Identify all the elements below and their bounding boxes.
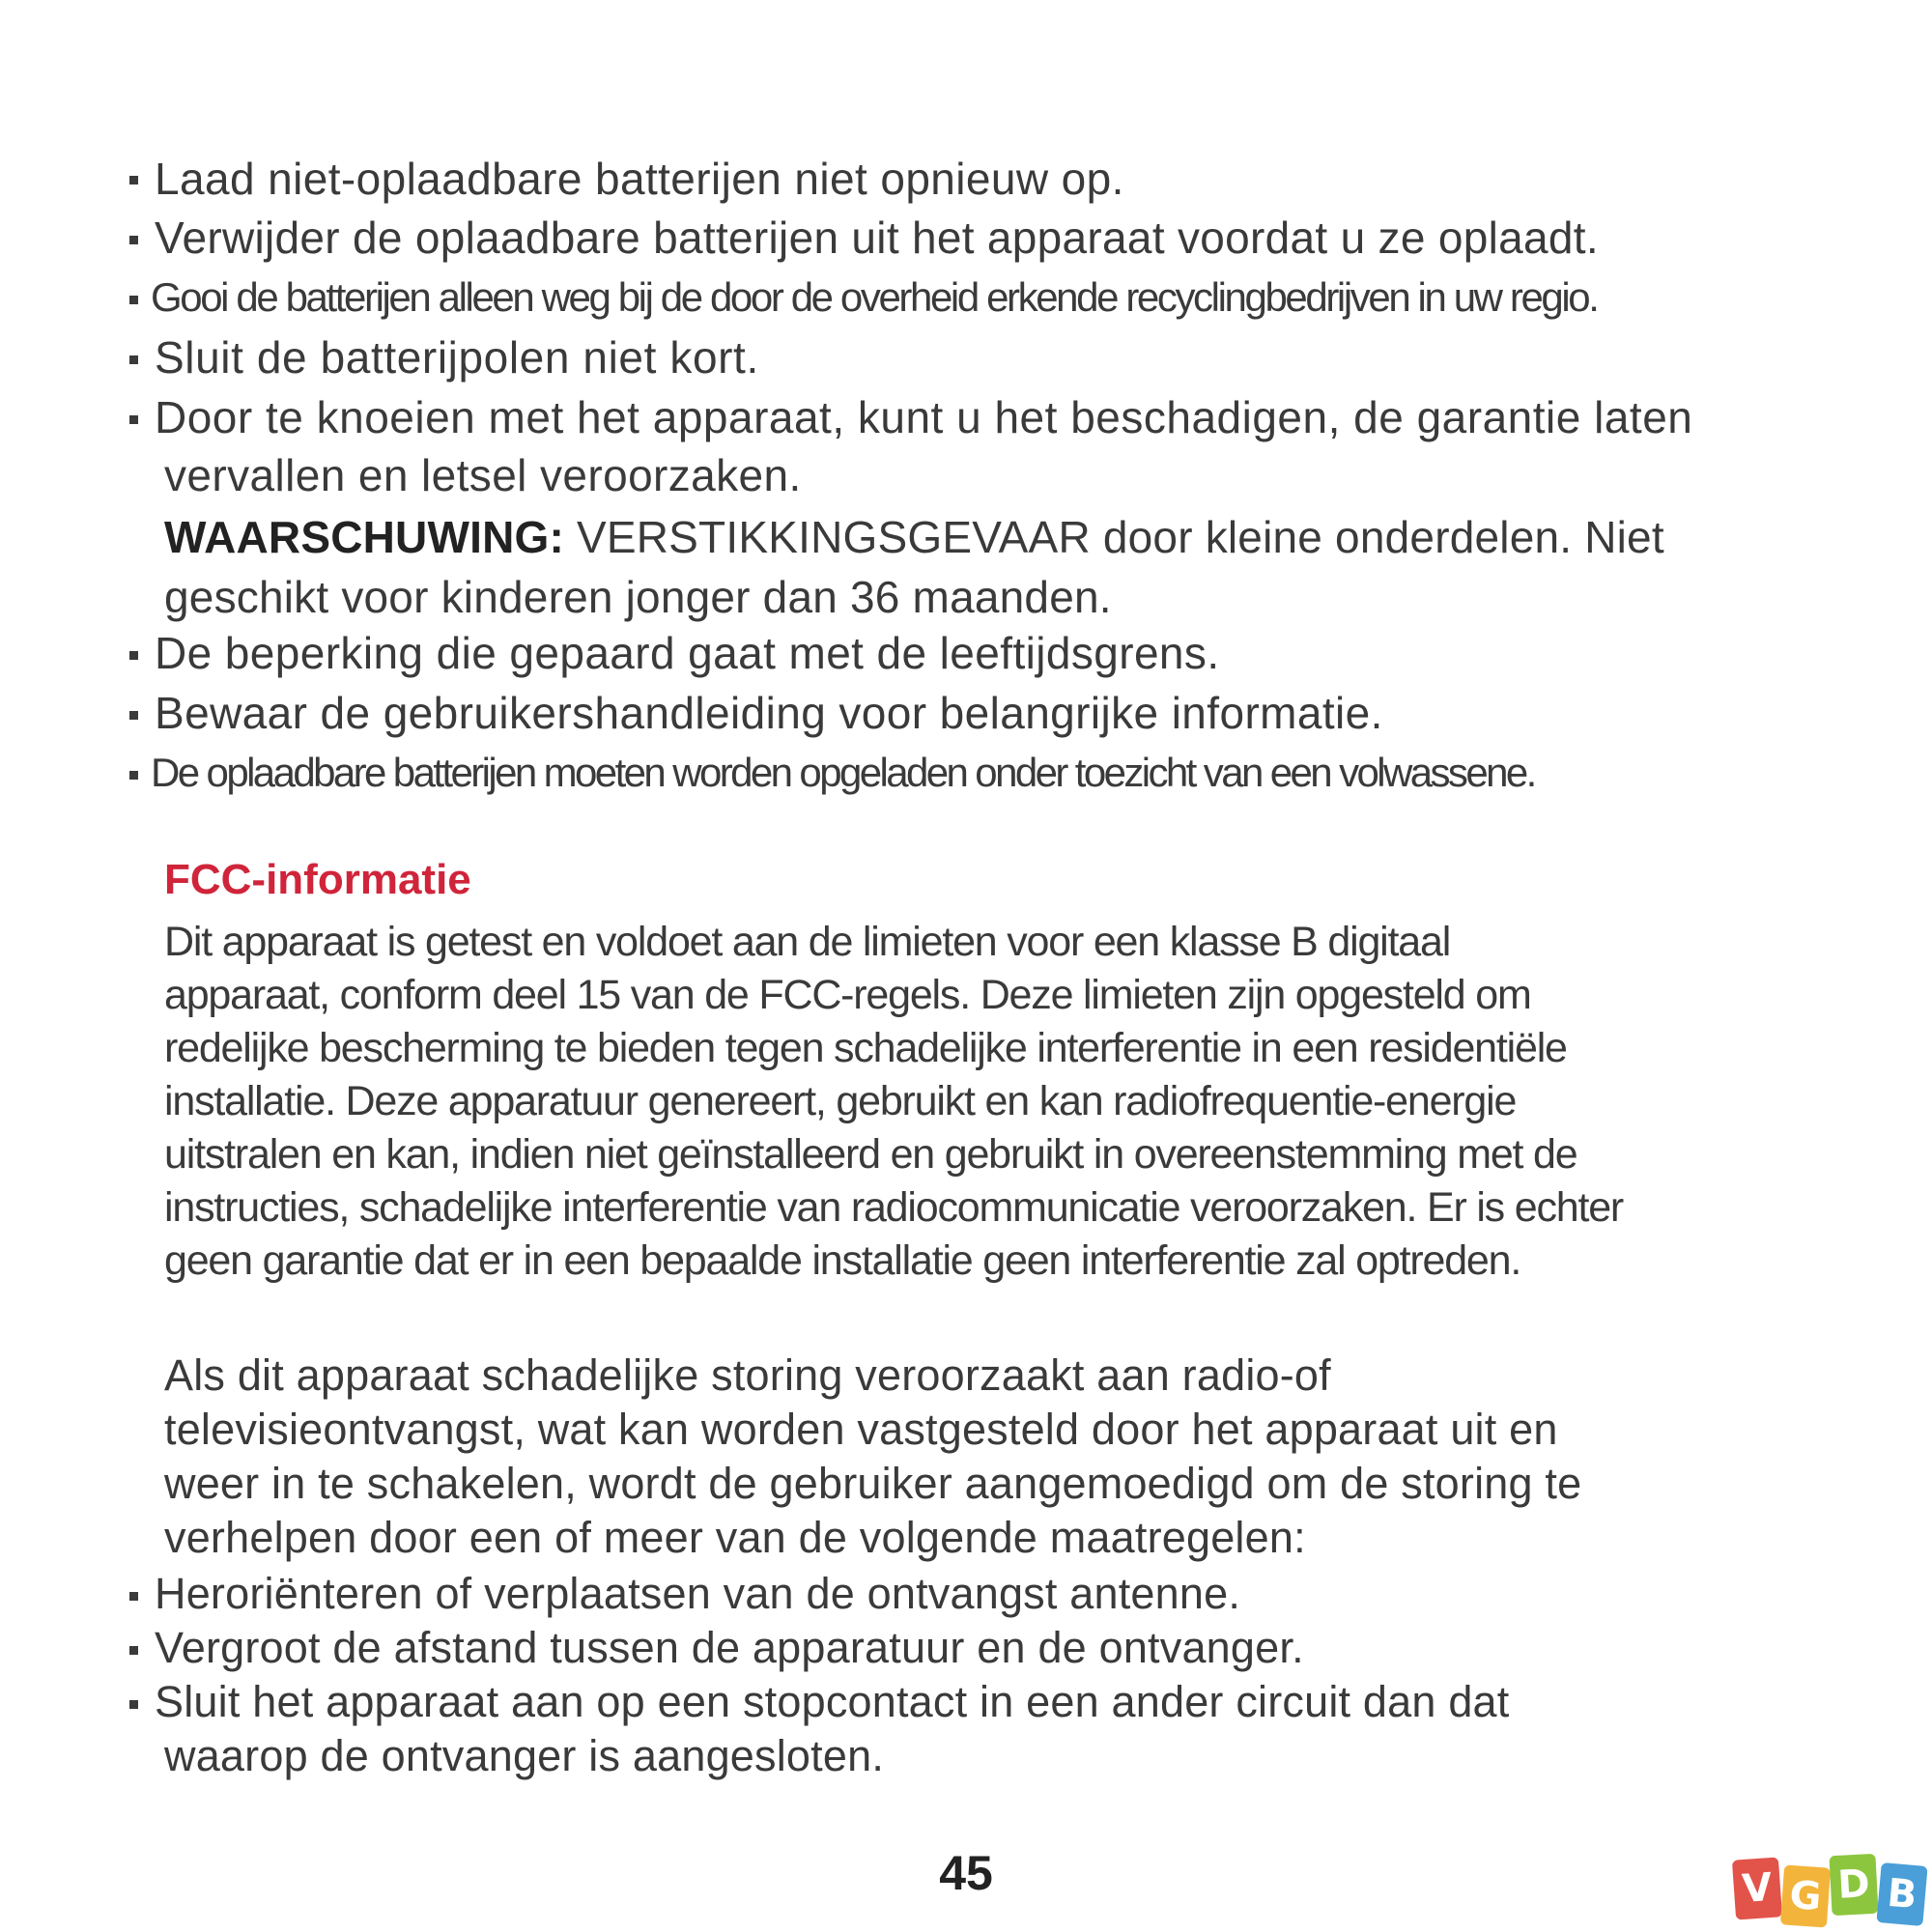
fcc-paragraph-line: apparaat, conform deel 15 van de FCC-regels. Deze limieten zijn opgesteld om — [164, 972, 1531, 1018]
fcc-section-title: FCC-informatie — [164, 856, 471, 903]
bullet-marker — [129, 355, 138, 364]
fcc-measure-3-continued: waarop de ontvanger is aangesloten. — [164, 1731, 885, 1780]
logo-tile-v: V — [1732, 1857, 1782, 1919]
fcc-measure-3: Sluit het apparaat aan op een stopcontact in een ander circuit dan dat — [155, 1677, 1510, 1726]
logo-tile-b: B — [1876, 1862, 1927, 1926]
fcc-paragraph-line: geen garantie dat er in een bepaalde installatie geen interferentie zal optreden. — [164, 1237, 1521, 1284]
logo-tile-d: D — [1829, 1854, 1878, 1916]
bullet-marker — [129, 176, 138, 185]
page-number: 45 — [939, 1846, 993, 1900]
fcc-paragraph-line: redelijke bescherming te bieden tegen schadelijke interferentie in een residentiële — [164, 1025, 1567, 1071]
fcc-measure-1: Heroriënteren of verplaatsen van de ontvangst antenne. — [155, 1569, 1241, 1618]
fcc-paragraph-line: uitstralen en kan, indien niet geïnstalleerd en gebruikt in overeenstemming met de — [164, 1131, 1577, 1178]
info-bullet-3: De oplaadbare batterijen moeten worden opgeladen onder toezicht van een volwassene. — [151, 750, 1535, 795]
logo-tile-g: G — [1780, 1864, 1831, 1927]
fcc-paragraph-2-line: televisieontvangst, wat kan worden vastgesteld door het apparaat uit en — [164, 1405, 1558, 1454]
bullet-marker — [129, 296, 138, 304]
safety-bullet-2: Verwijder de oplaadbare batterijen uit het apparaat voordat u ze oplaadt. — [155, 213, 1599, 263]
fcc-paragraph-2-line: weer in te schakelen, wordt de gebruiker aangemoedigd om de storing te — [164, 1459, 1582, 1508]
info-bullet-2: Bewaar de gebruikershandleiding voor belangrijke informatie. — [155, 688, 1383, 738]
vgdb-watermark-logo — [1734, 1853, 1932, 1932]
warning-line-2: geschikt voor kinderen jonger dan 36 maanden. — [164, 572, 1112, 622]
bullet-marker — [129, 236, 138, 244]
bullet-marker — [129, 1592, 138, 1601]
fcc-paragraph-line: instructies, schadelijke interferentie van radiocommunicatie veroorzaken. Er is echter — [164, 1184, 1624, 1231]
bullet-marker — [129, 711, 138, 720]
fcc-paragraph-line: installatie. Deze apparatuur genereert, gebruikt en kan radiofrequentie-energie — [164, 1078, 1517, 1124]
safety-bullet-1: Laad niet-oplaadbare batterijen niet opnieuw op. — [155, 154, 1124, 204]
fcc-paragraph-2-line: Als dit apparaat schadelijke storing veroorzaakt aan radio-of — [164, 1350, 1331, 1400]
fcc-paragraph-line: Dit apparaat is getest en voldoet aan de limieten voor een klasse B digitaal — [164, 919, 1451, 965]
fcc-measure-2: Vergroot de afstand tussen de apparatuur en de ontvanger. — [155, 1623, 1304, 1672]
bullet-marker — [129, 415, 138, 424]
bullet-marker — [129, 1646, 138, 1655]
safety-bullet-4: Sluit de batterijpolen niet kort. — [155, 332, 759, 383]
safety-bullet-3: Gooi de batterijen alleen weg bij de door de overheid erkende recyclingbedrijven in uw regio. — [151, 274, 1598, 320]
info-bullet-1: De beperking die gepaard gaat met de leeftijdsgrens. — [155, 628, 1220, 678]
bullet-marker — [129, 1700, 138, 1709]
bullet-marker — [129, 651, 138, 660]
warning-line-1 — [164, 510, 1664, 564]
bullet-marker — [129, 771, 138, 780]
warning-text: VERSTIKKINGSGEVAAR door kleine onderdelen. Niet — [564, 512, 1664, 562]
safety-bullet-5-continued: vervallen en letsel veroorzaken. — [164, 450, 802, 500]
warning-label: WAARSCHUWING: — [164, 512, 564, 562]
fcc-paragraph-2-line: verhelpen door een of meer van de volgende maatregelen: — [164, 1513, 1306, 1562]
safety-bullet-5: Door te knoeien met het apparaat, kunt u het beschadigen, de garantie laten — [155, 392, 1693, 442]
